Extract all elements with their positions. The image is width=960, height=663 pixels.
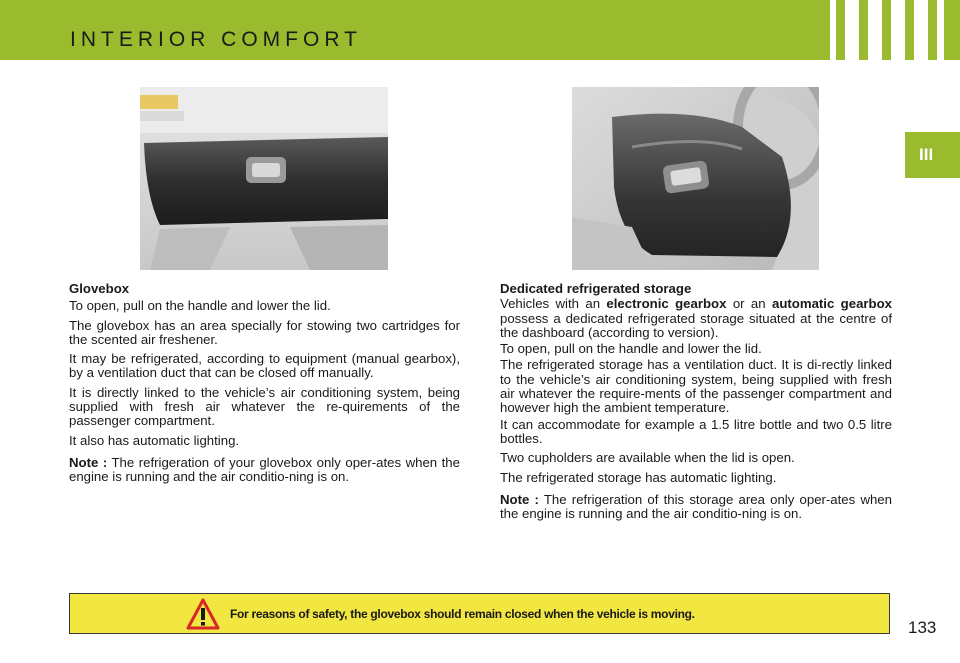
refrigerated-storage-note (500, 493, 892, 522)
note-label: Note : (69, 454, 108, 470)
glovebox-note (69, 456, 460, 485)
refrigerated-storage-intro (500, 297, 892, 340)
safety-warning-box (69, 593, 890, 634)
glovebox-paragraph: It also has automatic lighting. (69, 432, 240, 448)
glovebox-paragraph: It may be refrigerated, according to equipment (manual gearbox), by a ventilation duct that can be closed off manually. (69, 351, 460, 381)
refrigerated-storage-paragraph: It can accommodate for example a 1.5 litre bottle and two 0.5 litre bottles. (500, 416, 892, 446)
glovebox-heading: Glovebox (69, 281, 130, 296)
intro-text: or an (726, 296, 772, 312)
chapter-tab: III (905, 132, 960, 178)
glovebox-paragraph: To open, pull on the handle and lower the lid. (69, 298, 331, 314)
glovebox-paragraph: The glovebox has an area specially for stowing two cartridges for the scented air freshener. (69, 317, 460, 347)
note-text: The refrigeration of this storage area only oper-ates when the engine is running and the air conditio-ning is on. (500, 491, 892, 522)
intro-text: Vehicles with an (500, 296, 607, 312)
intro-bold-electronic: electronic gearbox (606, 296, 727, 312)
refrigerated-storage-paragraph: The refrigerated storage has a ventilation duct. It is di-rectly linked to the vehicle’s air conditioning system, being supplied with fresh air whatever the require-ments of the passenger compartment and however high the ambient temperature. (500, 357, 892, 416)
left-column (69, 282, 460, 490)
glovebox-photo (140, 87, 388, 270)
note-label: Note : (500, 491, 539, 507)
header-band (0, 0, 960, 60)
refrigerated-storage-photo (572, 87, 819, 270)
refrigerated-storage-paragraph: The refrigerated storage has automatic lighting. (500, 469, 777, 485)
right-column (500, 282, 892, 526)
page-number: 133 (908, 618, 937, 637)
page-title: INTERIOR COMFORT (70, 28, 362, 51)
refrigerated-storage-paragraph: Two cupholders are available when the lid is open. (500, 450, 795, 466)
note-text: The refrigeration of your glovebox only oper-ates when the engine is running and the air conditio-ning is on. (69, 454, 460, 485)
refrigerated-storage-heading: Dedicated refrigerated storage (500, 281, 692, 296)
warning-triangle-icon (186, 598, 220, 630)
intro-text: possess a dedicated refrigerated storage situated at the centre of the dashboard (according to version). (500, 310, 892, 340)
safety-warning-text: For reasons of safety, the glovebox should remain closed when the vehicle is moving. (230, 607, 695, 621)
glovebox-paragraph: It is directly linked to the vehicle’s air conditioning system, being supplied with fresh air whatever the re-quirements of the passenger compartment. (69, 384, 460, 429)
refrigerated-storage-paragraph: To open, pull on the handle and lower the lid. (500, 341, 762, 357)
intro-bold-automatic: automatic gearbox (772, 296, 892, 312)
